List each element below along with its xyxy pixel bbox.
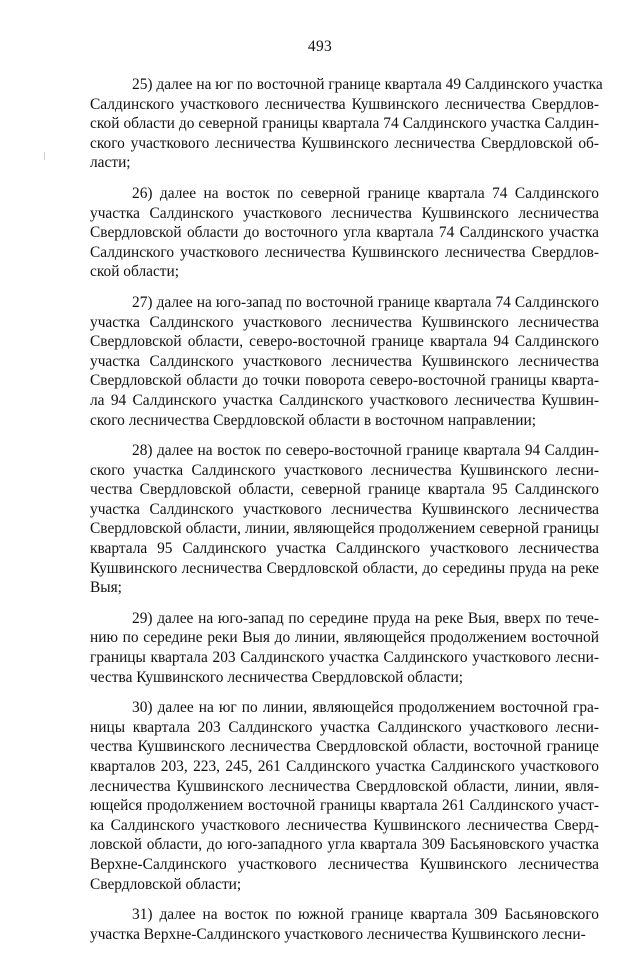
paragraph-line: Верхне-Салдинского участкового лесничества Кушвинского лесничества: [90, 855, 599, 873]
paragraph-line: квартала 95 Салдинского участка Салдинского участкового лесничества: [90, 540, 599, 558]
paragraph-line: Кушвинского лесничества Свердловской области, до середины пруда на реке: [90, 559, 599, 577]
paragraph-line: чества Свердловской области, северной границе квартала 95 Салдинского: [90, 481, 599, 499]
paragraph-line: ющейся продолжением восточной границы квартала 261 Салдинского участ-: [90, 797, 599, 815]
paragraph-line: 27) далее на юго-запад по восточной границе квартала 74 Салдинского: [132, 293, 599, 311]
page-number: 493: [307, 38, 333, 55]
paragraph-line: 25) далее на юг по восточной границе квартала 49 Салдинского участка: [132, 76, 603, 93]
paragraph-line: 29) далее на юго-запад по середине пруда на реке Выя, вверх по тече-: [132, 609, 599, 627]
paragraph-line: кварталов 203, 223, 245, 261 Салдинского участка Салдинского участкового: [90, 758, 599, 775]
paragraph-line: ского лесничества Свердловской области в восточном направлении;: [90, 411, 537, 429]
paragraph-line: 31) далее на восток по южной границе квартала 309 Басьяновского: [132, 906, 599, 924]
paragraph-line: Свердловской области;: [90, 875, 242, 893]
paragraph-line: Свердловской области до восточного угла квартала 74 Салдинского участка: [90, 224, 599, 242]
paragraph-line: ницы квартала 203 Салдинского участка Салдинского участкового лесни-: [90, 718, 599, 736]
paragraph-line: Выя;: [90, 579, 122, 597]
paragraph-line: Свердловской области, линии, являющейся продолжением северной границы: [90, 520, 599, 538]
paragraph-line: 28) далее на восток по северо-восточной границе квартала 94 Салдин-: [132, 442, 599, 460]
paragraph-line: ской области до северной границы квартала 74 Салдинского участка Салдин-: [90, 115, 599, 133]
paragraph: [90, 75, 603, 173]
paragraph: [90, 184, 599, 282]
paragraph-line: ского участкового лесничества Кушвинского лесничества Свердловской об-: [90, 134, 599, 152]
document-body: [90, 75, 603, 955]
paragraph-line: участка Верхне-Салдинского участкового лесничества Кушвинского лесни-: [90, 925, 586, 943]
paragraph-line: ловской области, до юго-западного угла квартала 309 Басьяновского участка: [90, 836, 599, 854]
paragraph: [90, 609, 599, 687]
paragraph: [90, 441, 599, 598]
paragraph-line: Свердловской области до точки поворота северо-восточной границы кварта-: [90, 372, 599, 390]
paragraph-line: границы квартала 203 Салдинского участка Салдинского участкового лесни-: [90, 649, 599, 667]
paragraph-line: ласти;: [90, 154, 131, 172]
paragraph-line: участка Салдинского участкового лесничества Кушвинского лесничества: [90, 500, 599, 518]
paragraph-line: нию по середине реки Выя до линии, являющейся продолжением восточной: [90, 629, 599, 647]
paragraph: [90, 293, 599, 430]
paragraph-line: 30) далее на юг по линии, являющейся продолжением восточной гра-: [132, 699, 599, 717]
paragraph-line: Салдинского участкового лесничества Кушвинского лесничества Свердлов-: [90, 95, 599, 113]
paragraph-line: ка Салдинского участкового лесничества Кушвинского лесничества Сверд-: [90, 816, 599, 834]
paragraph-line: Салдинского участкового лесничества Кушвинского лесничества Свердлов-: [90, 243, 599, 261]
paragraph: [90, 905, 599, 944]
paragraph: [90, 698, 599, 894]
margin-mark: [44, 152, 45, 160]
paragraph-line: ского участка Салдинского участкового лесничества Кушвинского лесни-: [90, 461, 599, 479]
paragraph-line: участка Салдинского участкового лесничества Кушвинского лесничества: [90, 204, 599, 222]
paragraph-line: Свердловской области, северо-восточной границе квартала 94 Салдинского: [90, 333, 599, 351]
paragraph-line: ла 94 Салдинского участка Салдинского участкового лесничества Кушвин-: [90, 391, 599, 409]
paragraph-line: чества Кушвинского лесничества Свердловской области, восточной границе: [90, 738, 599, 756]
paragraph-line: ской области;: [90, 263, 180, 281]
paragraph-line: лесничества Кушвинского лесничества Свердловской области, линии, явля-: [90, 777, 599, 795]
paragraph-line: участка Салдинского участкового лесничества Кушвинского лесничества: [90, 352, 599, 370]
paragraph-line: участка Салдинского участкового лесничества Кушвинского лесничества: [90, 313, 599, 331]
paragraph-line: чества Кушвинского лесничества Свердловской области;: [90, 668, 463, 686]
paragraph-line: 26) далее на восток по северной границе квартала 74 Салдинского: [132, 184, 599, 202]
